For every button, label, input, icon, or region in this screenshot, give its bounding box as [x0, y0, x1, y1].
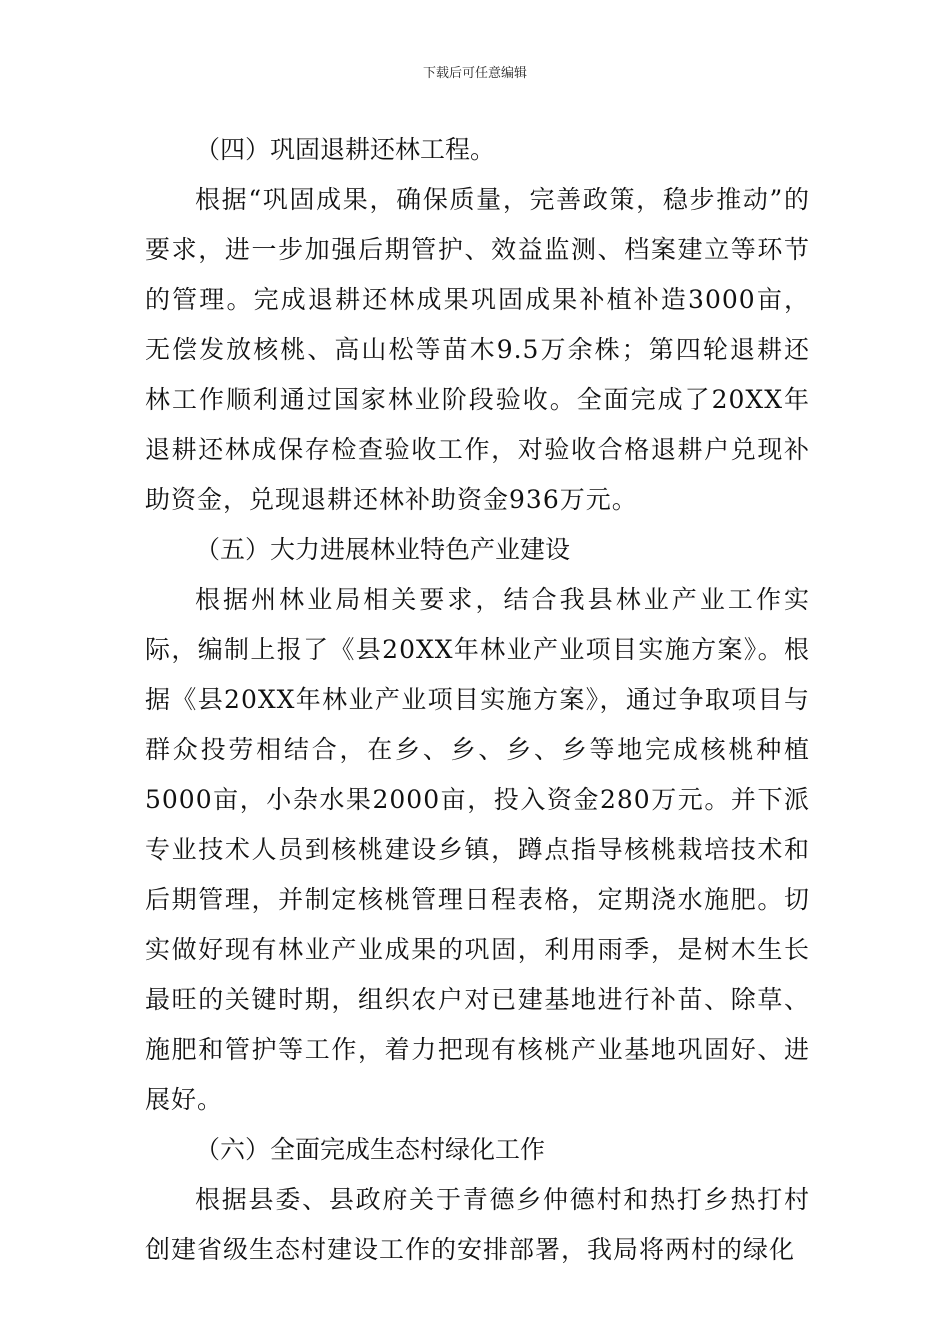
section-heading: （四）巩固退耕还林工程。	[195, 135, 496, 164]
section-heading: （六）全面完成生态村绿化工作	[195, 1135, 546, 1164]
document-body	[145, 125, 810, 1275]
page-header: 下载后可任意编辑	[422, 66, 527, 81]
section-paragraph: 根据州林业局相关要求，结合我县林业产业工作实际，编制上报了《县20XX年林业产业项目实施方案》。根据《县20XX年林业产业项目实施方案》，通过争取项目与群众投劳相结合，在乡、乡、乡、乡等地完成核桃种植5000亩，小杂水果2000亩，投入资金280万元。并下派专业技术人员到核桃建设乡镇，蹲点指导核桃栽培技术和后期管理，并制定核桃管理日程表格，定期浇水施肥。切实做好现有林业产业成果的巩固，利用雨季，是树木生长最旺的关键时期，组织农户对已建基地进行补苗、除草、施肥和管护等工作，着力把现有核桃产业基地巩固好、进展好。	[145, 585, 810, 1114]
section-paragraph: 根据“巩固成果，确保质量，完善政策，稳步推动”的要求，进一步加强后期管护、效益监测、档案建立等环节的管理。完成退耕还林成果巩固成果补植补造3000亩，无偿发放核桃、高山松等苗木9.5万余株；第四轮退耕还林工作顺利通过国家林业阶段验收。全面完成了20XX年退耕还林成保存检查验收工作，对验收合格退耕户兑现补助资金，兑现退耕还林补助资金936万元。	[145, 185, 810, 514]
section-heading: （五）大力进展林业特色产业建设	[195, 535, 571, 564]
section-paragraph: 根据县委、县政府关于青德乡仲德村和热打乡热打村创建省级生态村建设工作的安排部署，我局将两村的绿化	[145, 1185, 810, 1264]
